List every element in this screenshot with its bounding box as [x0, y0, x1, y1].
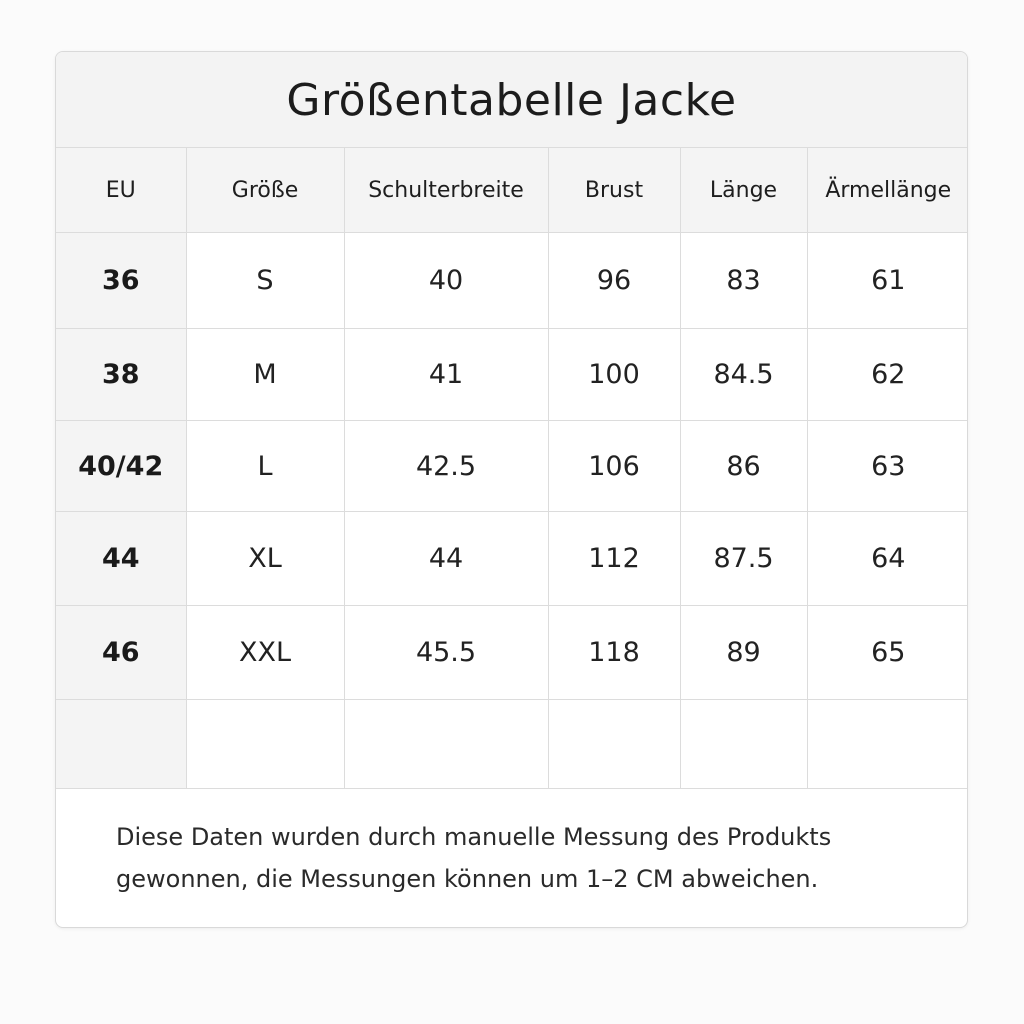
size-chart-card [55, 51, 968, 928]
size-table [56, 148, 968, 789]
cell-sleeve-length: 65 [807, 606, 968, 700]
cell-eu: 36 [56, 233, 186, 329]
cell-size: XXL [186, 606, 344, 700]
table-row [56, 329, 968, 421]
cell-chest [548, 700, 680, 789]
cell-length: 89 [680, 606, 807, 700]
cell-sleeve-length: 61 [807, 233, 968, 329]
column-header-eu: EU [56, 148, 186, 233]
cell-eu: 46 [56, 606, 186, 700]
cell-size: L [186, 421, 344, 512]
column-header-chest: Brust [548, 148, 680, 233]
cell-shoulder-width: 45.5 [344, 606, 548, 700]
cell-size: XL [186, 512, 344, 606]
cell-chest: 118 [548, 606, 680, 700]
table-row [56, 421, 968, 512]
cell-eu: 44 [56, 512, 186, 606]
cell-sleeve-length: 62 [807, 329, 968, 421]
cell-sleeve-length [807, 700, 968, 789]
cell-sleeve-length: 63 [807, 421, 968, 512]
table-row [56, 512, 968, 606]
cell-chest: 96 [548, 233, 680, 329]
cell-shoulder-width [344, 700, 548, 789]
measurement-note [56, 789, 967, 900]
column-header-length: Länge [680, 148, 807, 233]
cell-length: 86 [680, 421, 807, 512]
cell-length: 83 [680, 233, 807, 329]
note-line-2: gewonnen, die Messungen können um 1–2 CM abweichen. [116, 865, 819, 893]
table-header-row [56, 148, 968, 233]
column-header-sleeve-length: Ärmellänge [807, 148, 968, 233]
cell-length: 87.5 [680, 512, 807, 606]
cell-chest: 112 [548, 512, 680, 606]
table-row-empty [56, 700, 968, 789]
title-bar [56, 52, 967, 148]
page-title: Größentabelle Jacke [286, 75, 737, 126]
cell-shoulder-width: 41 [344, 329, 548, 421]
cell-chest: 100 [548, 329, 680, 421]
cell-length: 84.5 [680, 329, 807, 421]
cell-shoulder-width: 44 [344, 512, 548, 606]
cell-length [680, 700, 807, 789]
table-row [56, 606, 968, 700]
cell-size [186, 700, 344, 789]
cell-size: S [186, 233, 344, 329]
note-line-1: Diese Daten wurden durch manuelle Messung des Produkts [116, 823, 832, 851]
cell-shoulder-width: 42.5 [344, 421, 548, 512]
cell-eu: 38 [56, 329, 186, 421]
cell-eu [56, 700, 186, 789]
cell-eu: 40/42 [56, 421, 186, 512]
cell-chest: 106 [548, 421, 680, 512]
cell-sleeve-length: 64 [807, 512, 968, 606]
column-header-shoulder-width: Schulterbreite [344, 148, 548, 233]
cell-shoulder-width: 40 [344, 233, 548, 329]
table-row [56, 233, 968, 329]
cell-size: M [186, 329, 344, 421]
column-header-size: Größe [186, 148, 344, 233]
